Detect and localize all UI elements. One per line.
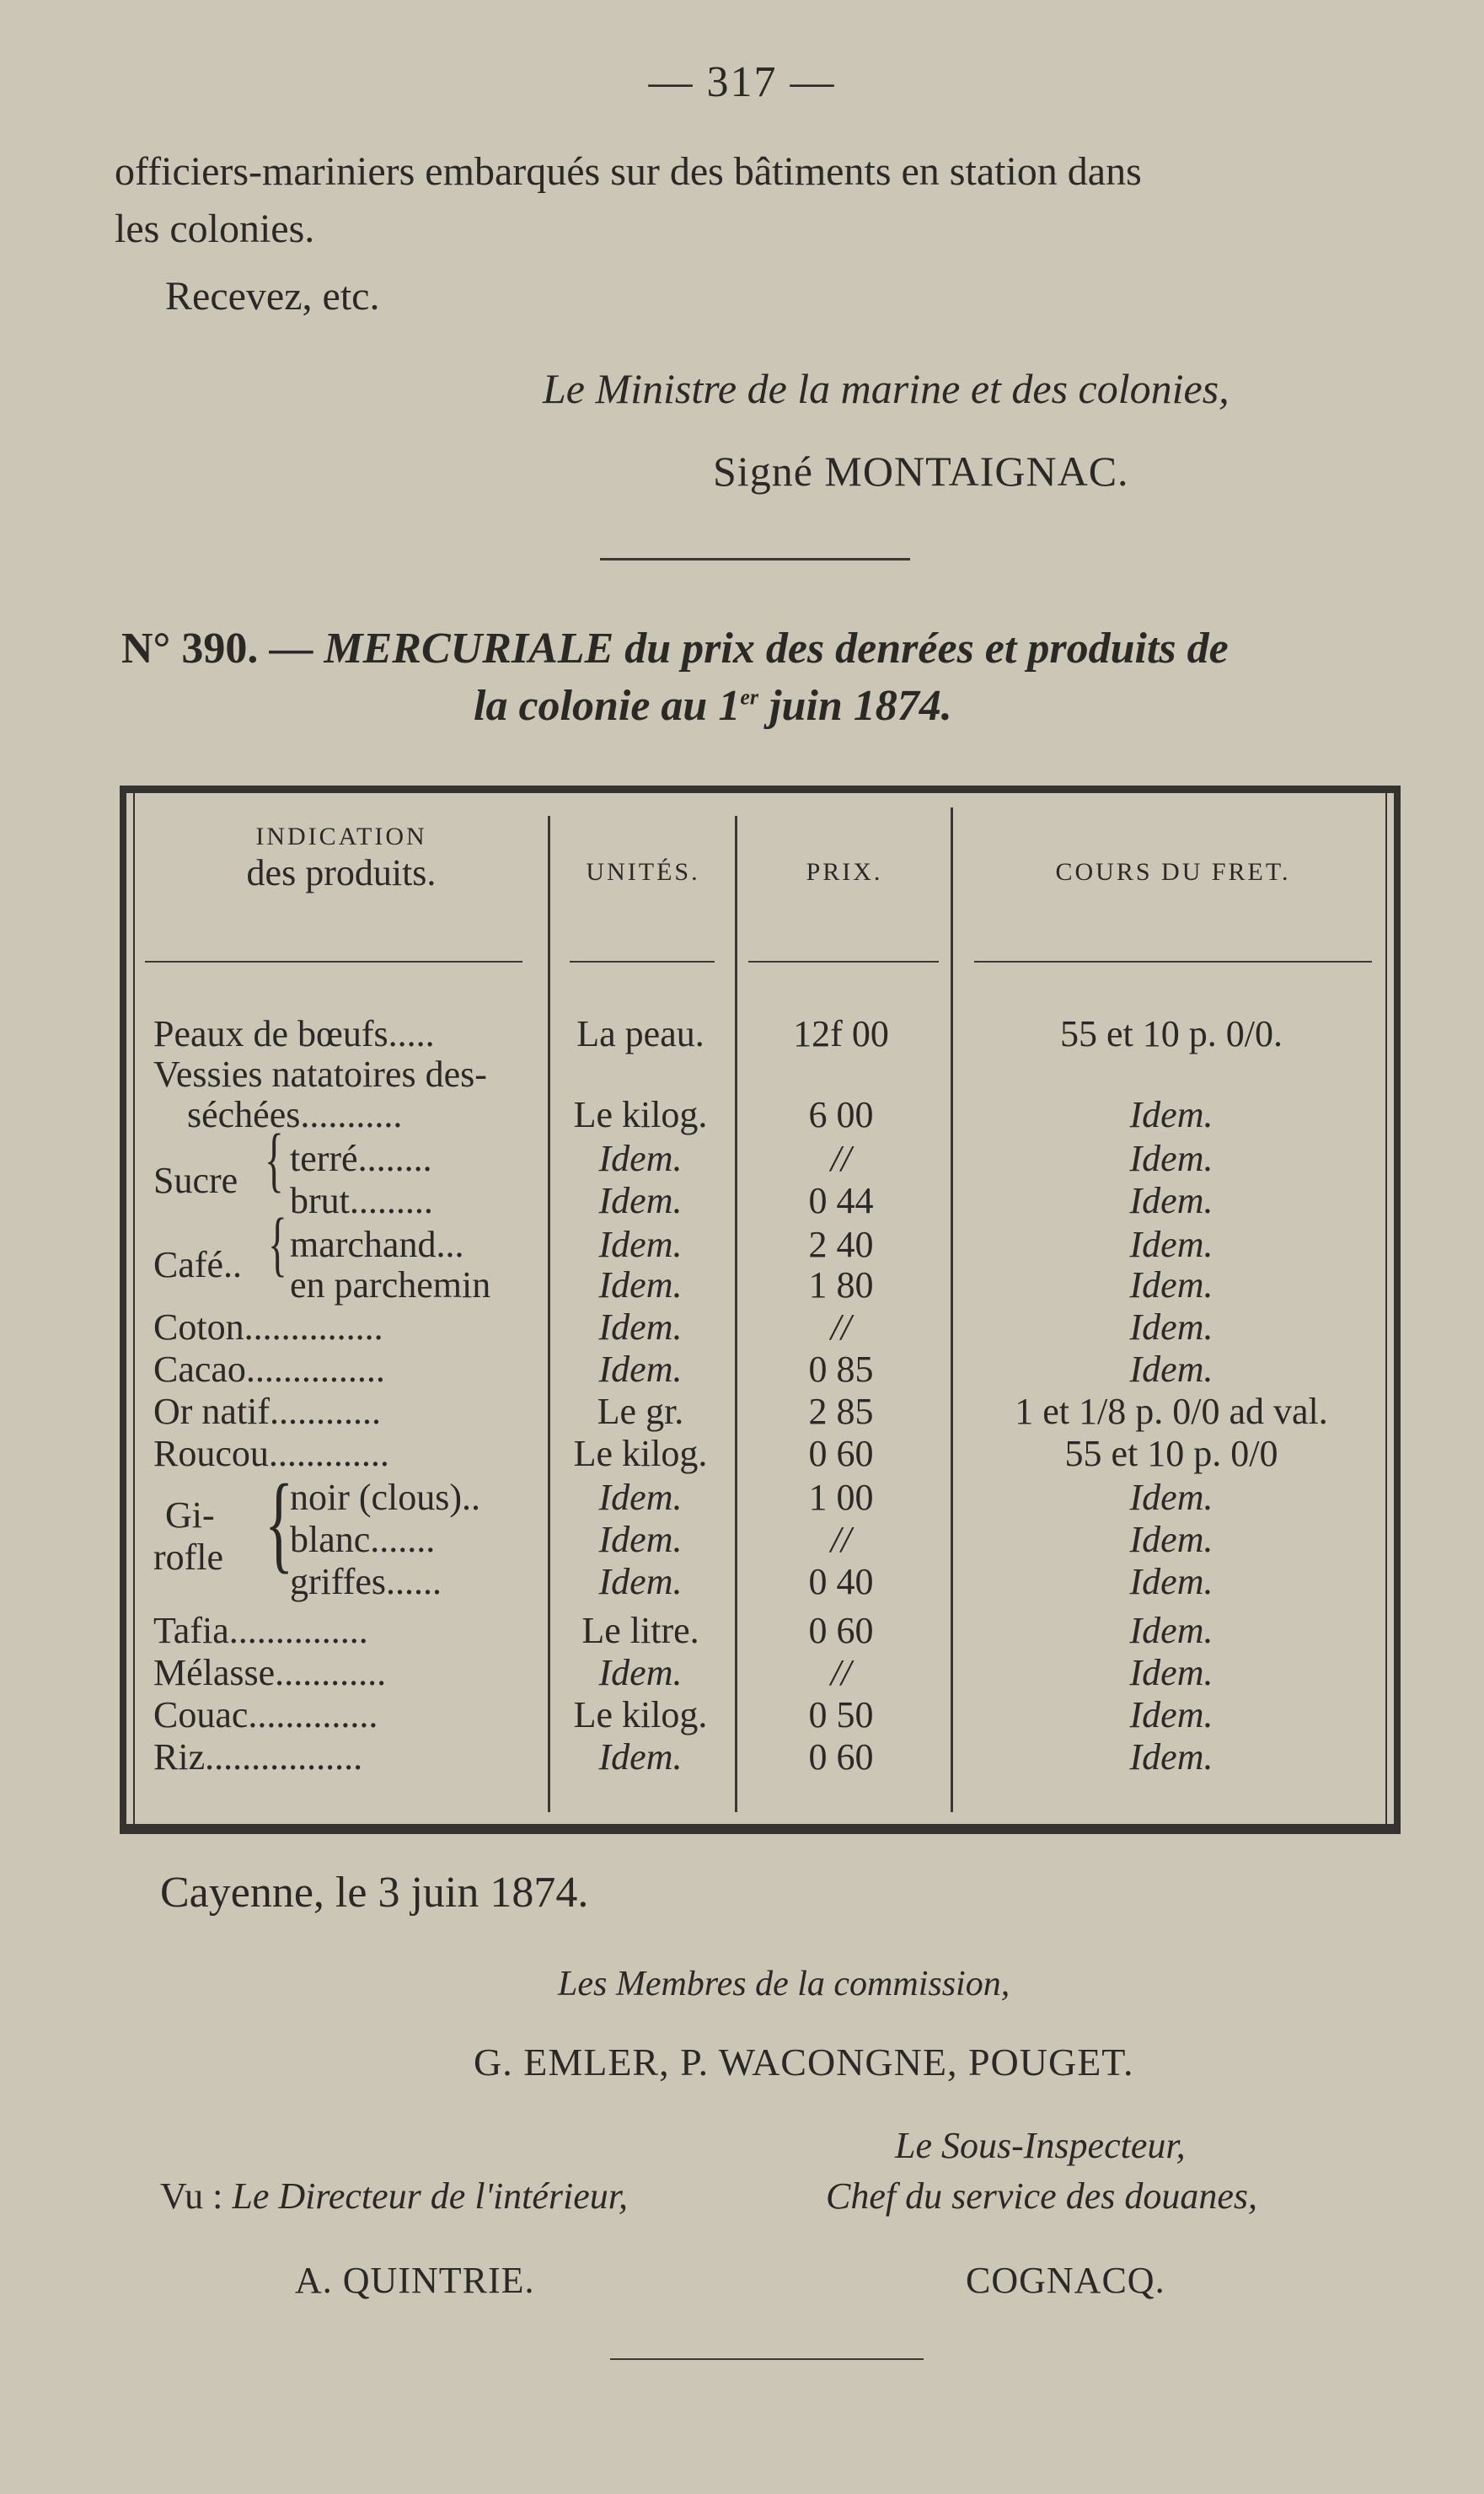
intro-line-2: les colonies. xyxy=(115,206,315,251)
header-product xyxy=(143,823,539,894)
freight-cell: Idem. xyxy=(1129,1306,1213,1348)
table-row xyxy=(0,1652,1484,1694)
price-cell: 0 85 xyxy=(808,1349,874,1390)
unit-cell: Idem. xyxy=(598,1519,683,1560)
product-cell: griffes...... xyxy=(290,1561,442,1602)
header-underline xyxy=(570,961,715,963)
price-cell: 0 60 xyxy=(808,1610,874,1651)
product-cell: Peaux de bœufs..... xyxy=(153,1013,435,1054)
product-cell: séchées........... xyxy=(187,1094,403,1135)
table-row xyxy=(0,1138,1484,1180)
product-cell: Roucou............. xyxy=(153,1433,389,1474)
document-heading xyxy=(121,624,1229,673)
table-bottom-border xyxy=(120,1824,1401,1834)
price-cell: // xyxy=(830,1306,852,1348)
freight-cell: Idem. xyxy=(1129,1477,1213,1518)
product-cell: marchand... xyxy=(290,1224,464,1265)
document-heading-line-2 xyxy=(474,681,952,731)
table-row xyxy=(0,1610,1484,1652)
freight-cell: Idem. xyxy=(1129,1519,1213,1560)
price-cell: // xyxy=(830,1519,852,1560)
intro-line-1: officiers-mariniers embarqués sur des bâtiments en station dans xyxy=(115,149,1142,194)
minister-signature: Signé MONTAIGNAC. xyxy=(713,448,1129,495)
freight-cell: Idem. xyxy=(1129,1224,1213,1265)
product-cell: blanc....... xyxy=(290,1519,436,1560)
brace-icon: { xyxy=(268,1203,287,1284)
product-cell: Coton............... xyxy=(153,1306,383,1348)
commission-names: G. EMLER, P. WACONGNE, POUGET. xyxy=(474,2041,1134,2084)
price-cell: // xyxy=(830,1652,852,1693)
sous-inspecteur-title: Le Sous-Inspecteur, xyxy=(895,2125,1186,2166)
unit-cell: Idem. xyxy=(598,1349,683,1390)
product-cell: terré........ xyxy=(290,1138,432,1179)
heading-line2-sup: er xyxy=(740,684,759,710)
product-cell: Vessies natatoires des- xyxy=(153,1054,487,1095)
unit-cell: Le litre. xyxy=(581,1610,699,1651)
table-row xyxy=(0,1180,1484,1222)
group-label-sucre: Sucre xyxy=(153,1160,238,1201)
group-label-girofle-1: Gi- xyxy=(165,1494,215,1536)
bottom-separator-rule xyxy=(610,2358,924,2360)
freight-cell: Idem. xyxy=(1129,1694,1213,1735)
price-cell: 2 85 xyxy=(808,1391,874,1432)
group-label-cafe: Café.. xyxy=(153,1244,243,1285)
unit-cell: Idem. xyxy=(598,1224,683,1265)
table-row xyxy=(0,1349,1484,1391)
unit-cell: Idem. xyxy=(598,1138,683,1179)
freight-cell: Idem. xyxy=(1129,1561,1213,1602)
freight-cell: 55 et 10 p. 0/0. xyxy=(1060,1013,1283,1054)
product-cell: Or natif............ xyxy=(153,1391,382,1432)
product-cell: Riz................. xyxy=(153,1736,363,1778)
header-product-line2: des produits. xyxy=(246,852,437,893)
unit-cell: Idem. xyxy=(598,1652,683,1693)
price-cell: 0 60 xyxy=(808,1433,874,1474)
separator-rule xyxy=(600,558,910,560)
heading-line2-text: la colonie au 1 xyxy=(474,682,741,730)
product-cell: Cacao............... xyxy=(153,1349,385,1390)
header-freight: COURS DU FRET. xyxy=(1055,858,1291,886)
freight-cell: Idem. xyxy=(1129,1610,1213,1651)
heading-number: N° 390. — xyxy=(121,625,313,673)
price-cell: 6 00 xyxy=(808,1094,874,1135)
freight-cell: 55 et 10 p. 0/0 xyxy=(1064,1433,1278,1474)
freight-cell: Idem. xyxy=(1129,1094,1213,1135)
product-cell: Couac.............. xyxy=(153,1694,378,1735)
unit-cell: Le kilog. xyxy=(573,1433,708,1474)
price-cell: 0 50 xyxy=(808,1694,874,1735)
freight-cell: Idem. xyxy=(1129,1138,1213,1179)
header-product-line1: INDICATION xyxy=(255,823,427,850)
price-cell: // xyxy=(830,1138,852,1179)
header-underline xyxy=(748,961,939,963)
unit-cell: La peau. xyxy=(576,1013,704,1054)
director-title: Le Directeur de l'intérieur, xyxy=(232,2175,629,2217)
product-cell: Mélasse............ xyxy=(153,1652,387,1693)
freight-cell: Idem. xyxy=(1129,1652,1213,1693)
price-cell: 12f 00 xyxy=(793,1013,889,1054)
page-number: — 317 — xyxy=(648,58,836,106)
price-cell: 2 40 xyxy=(808,1224,874,1265)
table-top-border xyxy=(120,786,1401,793)
vu-line xyxy=(160,2175,628,2218)
product-cell: noir (clous).. xyxy=(290,1477,481,1518)
price-cell: 0 44 xyxy=(808,1180,874,1221)
brace-icon: { xyxy=(265,1462,294,1584)
freight-cell: Idem. xyxy=(1129,1736,1213,1778)
freight-cell: Idem. xyxy=(1129,1349,1213,1390)
chef-name: COGNACQ. xyxy=(966,2260,1165,2301)
minister-title: Le Ministre de la marine et des colonies, xyxy=(543,365,1230,412)
brace-icon: { xyxy=(265,1118,284,1199)
unit-cell: Idem. xyxy=(598,1561,683,1602)
unit-cell: Le kilog. xyxy=(573,1094,708,1135)
table-row xyxy=(0,1736,1484,1778)
header-units: UNITÉS. xyxy=(586,858,700,886)
table-row xyxy=(0,1694,1484,1736)
chef-douanes-title: Chef du service des douanes, xyxy=(826,2175,1257,2217)
freight-cell: Idem. xyxy=(1129,1180,1213,1221)
price-cell: 0 60 xyxy=(808,1736,874,1778)
table-row xyxy=(0,1054,1484,1096)
product-cell: en parchemin xyxy=(290,1264,491,1306)
commission-title: Les Membres de la commission, xyxy=(558,1965,1010,2003)
director-name: A. QUINTRIE. xyxy=(295,2260,535,2301)
freight-cell: 1 et 1/8 p. 0/0 ad val. xyxy=(1015,1391,1328,1432)
place-date: Cayenne, le 3 juin 1874. xyxy=(160,1869,589,1917)
price-cell: 0 40 xyxy=(808,1561,874,1602)
unit-cell: Le gr. xyxy=(597,1391,684,1432)
table-row xyxy=(0,1391,1484,1433)
unit-cell: Idem. xyxy=(598,1180,683,1221)
table-row xyxy=(0,1519,1484,1561)
unit-cell: Idem. xyxy=(598,1736,683,1778)
unit-cell: Idem. xyxy=(598,1477,683,1518)
unit-cell: Le kilog. xyxy=(573,1694,708,1735)
product-cell: Tafia............... xyxy=(153,1610,368,1651)
table-row xyxy=(0,1094,1484,1136)
unit-cell: Idem. xyxy=(598,1306,683,1348)
group-label-girofle-2: rofle xyxy=(153,1537,224,1578)
table-row xyxy=(0,1264,1484,1306)
header-price: PRIX. xyxy=(806,858,883,886)
vu-prefix: Vu : xyxy=(160,2175,233,2217)
table-row xyxy=(0,1561,1484,1603)
table-row xyxy=(0,1224,1484,1266)
price-cell: 1 80 xyxy=(808,1264,874,1306)
heading-title: MERCURIALE du prix des denrées et produits de xyxy=(324,625,1229,673)
product-cell: brut......... xyxy=(290,1180,433,1221)
heading-line2-date: juin 1874. xyxy=(758,682,952,730)
header-underline xyxy=(974,961,1372,963)
table-row xyxy=(0,1013,1484,1055)
header-underline xyxy=(145,961,522,963)
price-cell: 1 00 xyxy=(808,1477,874,1518)
freight-cell: Idem. xyxy=(1129,1264,1213,1306)
unit-cell: Idem. xyxy=(598,1264,683,1306)
table-row xyxy=(0,1306,1484,1349)
closing-text: Recevez, etc. xyxy=(165,274,380,319)
table-row xyxy=(0,1433,1484,1475)
table-row xyxy=(0,1477,1484,1519)
